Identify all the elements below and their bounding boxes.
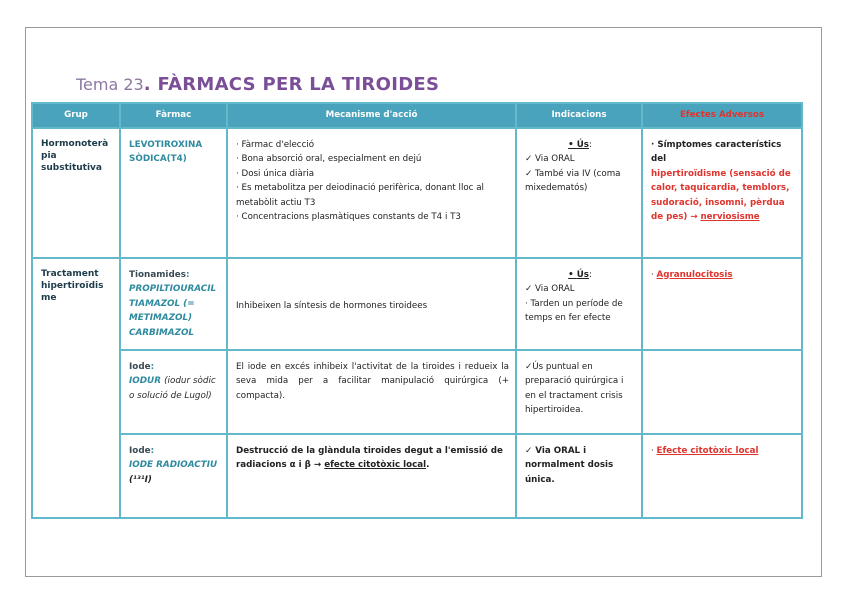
table-header-row xyxy=(32,103,802,128)
drug-name: IODE RADIOACTIU xyxy=(129,460,218,470)
efectes-link[interactable]: Efecte citotòxic local xyxy=(656,445,759,456)
mec-line: · Fàrmac d'elecció xyxy=(236,139,315,150)
drug-name: LEVOTIROXINA SÒDICA(T4) xyxy=(129,139,203,164)
us-label: • Ús xyxy=(568,140,589,150)
cell-grup: Hormonoterà pia substitutiva xyxy=(32,128,120,258)
title-prefix: Tema 23 xyxy=(76,75,144,94)
indic-line: · Tarden un període de temps en fer efecte xyxy=(525,298,623,323)
table-row xyxy=(32,258,802,350)
header-grup: Grup xyxy=(32,103,120,128)
us-label: • Ús xyxy=(568,270,589,280)
cell-indicacions: ✓Ús puntual en preparació quirúrgica i en el tractament crisis hipertiroidea. xyxy=(516,350,642,434)
cell-efectes xyxy=(642,128,802,258)
mec-line: · Dosi única diària xyxy=(236,168,315,179)
drug-label: Iode xyxy=(129,445,151,456)
cell-indicacions xyxy=(516,128,642,258)
cell-mecanisme xyxy=(227,258,516,350)
cell-mecanisme: El iode en excés inhibeix l'activitat de la tiroides i redueix la seva mida per a facilitar manipulació quirúrgica (+ compacta). xyxy=(227,350,516,434)
cell-farmac: Iode: IODUR (iodur sòdic o solució de Lugol) xyxy=(120,350,227,434)
cell-indicacions xyxy=(516,258,642,350)
drug-isotope: (¹³¹I) xyxy=(129,474,152,485)
title-main: . FÀRMACS PER LA TIROIDES xyxy=(143,74,440,95)
us-heading: • Ús: xyxy=(525,138,635,153)
cell-efectes xyxy=(642,350,802,434)
cell-farmac xyxy=(120,128,227,258)
cell-grup: Tractament hipertiroïdis me xyxy=(32,258,120,518)
header-efectes: Efectes Adversos xyxy=(642,103,802,128)
mec-text: Inhibeixen la síntesis de hormones tiroidees xyxy=(236,300,428,311)
drug-table xyxy=(31,102,803,519)
cell-mecanisme xyxy=(227,128,516,258)
cell-farmac: Iode: IODE RADIOACTIU (¹³¹I) xyxy=(120,434,227,518)
indic-line: ✓ Via ORAL xyxy=(525,154,575,164)
mec-line: · Es metabolitza per deiodinació perifèrica, donant lloc al metabòlit actiu T3 xyxy=(236,183,484,208)
us-heading: • Ús: xyxy=(525,268,635,283)
mec-link[interactable]: efecte citotòxic local xyxy=(324,460,427,470)
table-row xyxy=(32,350,802,434)
cell-efectes: · Agranulocitosis xyxy=(642,258,802,350)
efectes-title: · Símptomes característics del xyxy=(651,139,782,164)
mec-text: Destrucció de la glàndula tiroides degut a l'emissió de radiacions α i β → xyxy=(236,445,503,470)
header-indicacions: Indicacions xyxy=(516,103,642,128)
cell-efectes: · Efecte citotòxic local xyxy=(642,434,802,518)
header-mecanisme: Mecanisme d'acció xyxy=(227,103,516,128)
efectes-red-text: hipertiroïdisme (sensació de calor, taquicardia, temblors, sudoració, insomni, pèrdua de pes) → xyxy=(651,168,791,222)
header-farmac: Fàrmac xyxy=(120,103,227,128)
drug-label: Iode xyxy=(129,361,151,372)
cell-farmac: Tionamides: PROPILTIOURACIL TIAMAZOL (= METIMAZOL) CARBIMAZOL xyxy=(120,258,227,350)
mec-line: · Bona absorció oral, especialment en dejú xyxy=(236,154,422,164)
efectes-link[interactable]: Agranulocitosis xyxy=(656,269,733,280)
drug-detail: (iodur sòdic o solució de Lugol) xyxy=(129,376,216,401)
cell-indicacions: ✓ Via ORAL i normalment dosis única. xyxy=(516,434,642,518)
table-row xyxy=(32,128,802,258)
drug-label: Tionamides xyxy=(129,269,186,280)
page-title xyxy=(76,74,439,95)
table-row xyxy=(32,434,802,518)
mec-line: · Concentracions plasmàtiques constants de T4 i T3 xyxy=(236,212,461,222)
drug-name: PROPILTIOURACIL TIAMAZOL (= METIMAZOL) CARBIMAZOL xyxy=(129,284,217,338)
efectes-link[interactable]: nerviosisme xyxy=(700,212,760,222)
drug-name: IODUR xyxy=(129,376,161,386)
cell-mecanisme: Destrucció de la glàndula tiroides degut a l'emissió de radiacions α i β → efecte citotòxic local. xyxy=(227,434,516,518)
indic-line: ✓ També via IV (coma mixedematós) xyxy=(525,168,621,193)
indic-line: ✓ Via ORAL xyxy=(525,284,575,294)
